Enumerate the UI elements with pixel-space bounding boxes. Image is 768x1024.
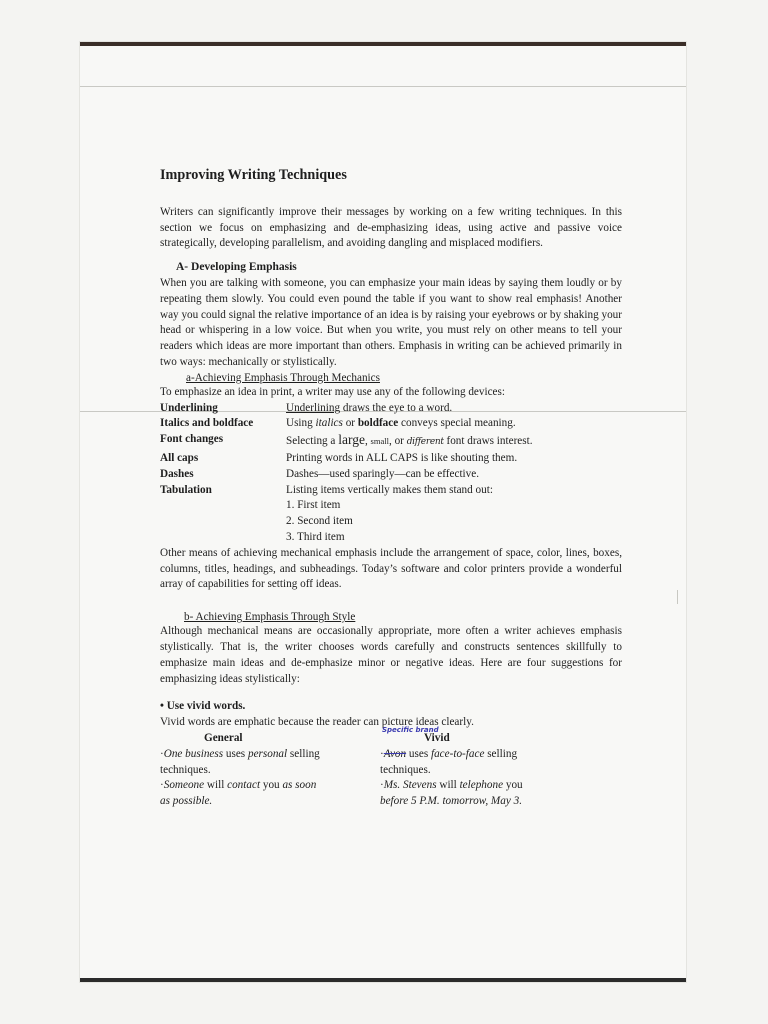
example-text: you (260, 779, 283, 792)
desc-text: or (342, 417, 358, 430)
vivid-heading-text: Vivid (424, 731, 450, 744)
device-row-fonts (160, 432, 622, 451)
device-term: All caps (160, 451, 199, 464)
example-text: selling (287, 747, 320, 760)
vivid-column (380, 725, 622, 810)
device-desc: Printing words in ALL CAPS is like shouting them. (286, 451, 518, 464)
small-word: small (370, 436, 389, 447)
fold-line (80, 86, 686, 87)
comparison-columns (160, 725, 622, 810)
device-term: Underlining (160, 401, 218, 414)
device-row-italics (160, 416, 622, 432)
device-row-caps (160, 451, 622, 467)
bullet-dot: · (160, 779, 164, 792)
vivid-lead: Vivid words are emphatic because the reader can picture ideas clearly. (160, 716, 474, 729)
italic-word: Avon (383, 747, 407, 760)
example-text: uses (223, 747, 248, 760)
desc-text: draws the eye to a word. (340, 401, 453, 414)
device-term: Font changes (160, 433, 224, 446)
device-desc: Listing items vertically makes them stand out: (286, 483, 493, 496)
general-example-cont: techniques. (160, 763, 211, 776)
mechanics-other-paragraph: Other means of achieving mechanical emphasis include the arrangement of space, color, lines, boxes, columns, titles, headings, and subheadings. Today’s software and color printers provide a wonderful array of capabilities for setting off ideas. (160, 546, 622, 591)
desc-text: Selecting a (286, 435, 339, 448)
numbered-list (160, 498, 622, 545)
vivid-example (380, 747, 622, 763)
vivid-example-cont: before 5 P.M. tomorrow, May 3. (380, 795, 523, 808)
desc-text: conveys special meaning. (398, 417, 516, 430)
vivid-heading (380, 725, 622, 747)
italic-word: One business (163, 747, 224, 760)
italic-word: Ms. Stevens (383, 779, 437, 792)
italic-word: contact (227, 779, 261, 792)
device-row-tabulation (160, 483, 622, 499)
page-bottom-edge (80, 978, 686, 982)
italic-word: italics (315, 417, 343, 430)
bullet-dot: · (380, 747, 384, 760)
page-title: Improving Writing Techniques (160, 167, 347, 183)
vivid-example (380, 778, 622, 794)
desc-text: Using (286, 417, 316, 430)
italic-word: as soon (282, 779, 317, 792)
italic-word: Someone (163, 779, 205, 792)
margin-mark (677, 590, 678, 604)
style-paragraph: Although mechanical means are occasionally appropriate, more often a writer achieves emphasis stylistically. That is, the writer chooses words carefully and constructs sentences skillfully to emphasize main ideas and de-emphasize minor or negative ideas. Here are four suggestions for emphasizing ideas stylistically: (160, 625, 622, 685)
italic-word: personal (247, 747, 288, 760)
section-a-heading: A- Developing Emphasis (176, 261, 297, 274)
intro-paragraph: Writers can significantly improve their messages by working on a few writing techniques. In this section we focus on emphasizing and de-emphasizing ideas, using active and passive voice strategically, developing parallelism, and avoiding dangling and misplaced modifiers. (160, 205, 622, 250)
device-desc (286, 401, 622, 417)
general-example (160, 778, 380, 794)
device-row-dashes (160, 467, 622, 483)
handwritten-note: Specific brand (382, 725, 439, 734)
document-content (160, 168, 622, 810)
device-desc (286, 432, 622, 451)
example-text: will (436, 779, 460, 792)
bullet-dot: · (380, 779, 384, 792)
desc-text: , (364, 435, 371, 448)
style-heading: b- Achieving Emphasis Through Style (184, 611, 356, 624)
mechanics-lead: To emphasize an idea in print, a writer may use any of the following devices: (160, 385, 505, 398)
general-heading: General (204, 731, 243, 744)
example-text: uses (406, 747, 431, 760)
list-item: 1. First item (286, 499, 341, 512)
device-term: Tabulation (160, 483, 212, 496)
vivid-bullet-heading: • Use vivid words. (160, 700, 246, 713)
device-desc (286, 416, 622, 432)
page-top-edge (80, 42, 686, 46)
device-row-underlining (160, 401, 622, 417)
desc-text: , or (388, 435, 407, 448)
italic-word: telephone (459, 779, 504, 792)
large-word: large (338, 432, 365, 448)
bullet-dot: · (160, 747, 164, 760)
document-page (80, 42, 686, 982)
example-text: will (204, 779, 228, 792)
example-text: selling (484, 747, 518, 760)
device-desc: Dashes—used sparingly—can be effective. (286, 467, 480, 480)
section-a-paragraph: When you are talking with someone, you can emphasize your main ideas by saying them loudly or by repeating them slowly. You could even pound the table if you want to show real emphasis! Another way you could signal the relative importance of an idea is by raising your eyebrows or by shaking your head or whispering in a low voice. But when you write, you must rely on other means to tell your readers which ideas are more important than others. Emphasis in writing can be achieved primarily in two ways: mechanically or stylistically. (160, 276, 622, 368)
list-item: 3. Third item (286, 530, 345, 543)
general-example (160, 747, 380, 763)
device-term: Italics and boldface (160, 417, 254, 430)
mechanics-heading: a-Achieving Emphasis Through Mechanics (186, 371, 380, 384)
device-term: Dashes (160, 467, 194, 480)
underlined-word: Underlining (286, 401, 341, 414)
devices-list (160, 401, 622, 546)
vivid-example-cont: techniques. (380, 763, 431, 776)
example-text: you (503, 779, 523, 792)
list-item: 2. Second item (286, 515, 353, 528)
general-example-cont: as possible. (160, 795, 213, 808)
different-font-word: different (406, 437, 444, 448)
italic-word: face-to-face (430, 747, 485, 760)
bold-word: boldface (357, 417, 399, 430)
general-column (160, 731, 380, 810)
desc-text: font draws interest. (443, 435, 533, 448)
